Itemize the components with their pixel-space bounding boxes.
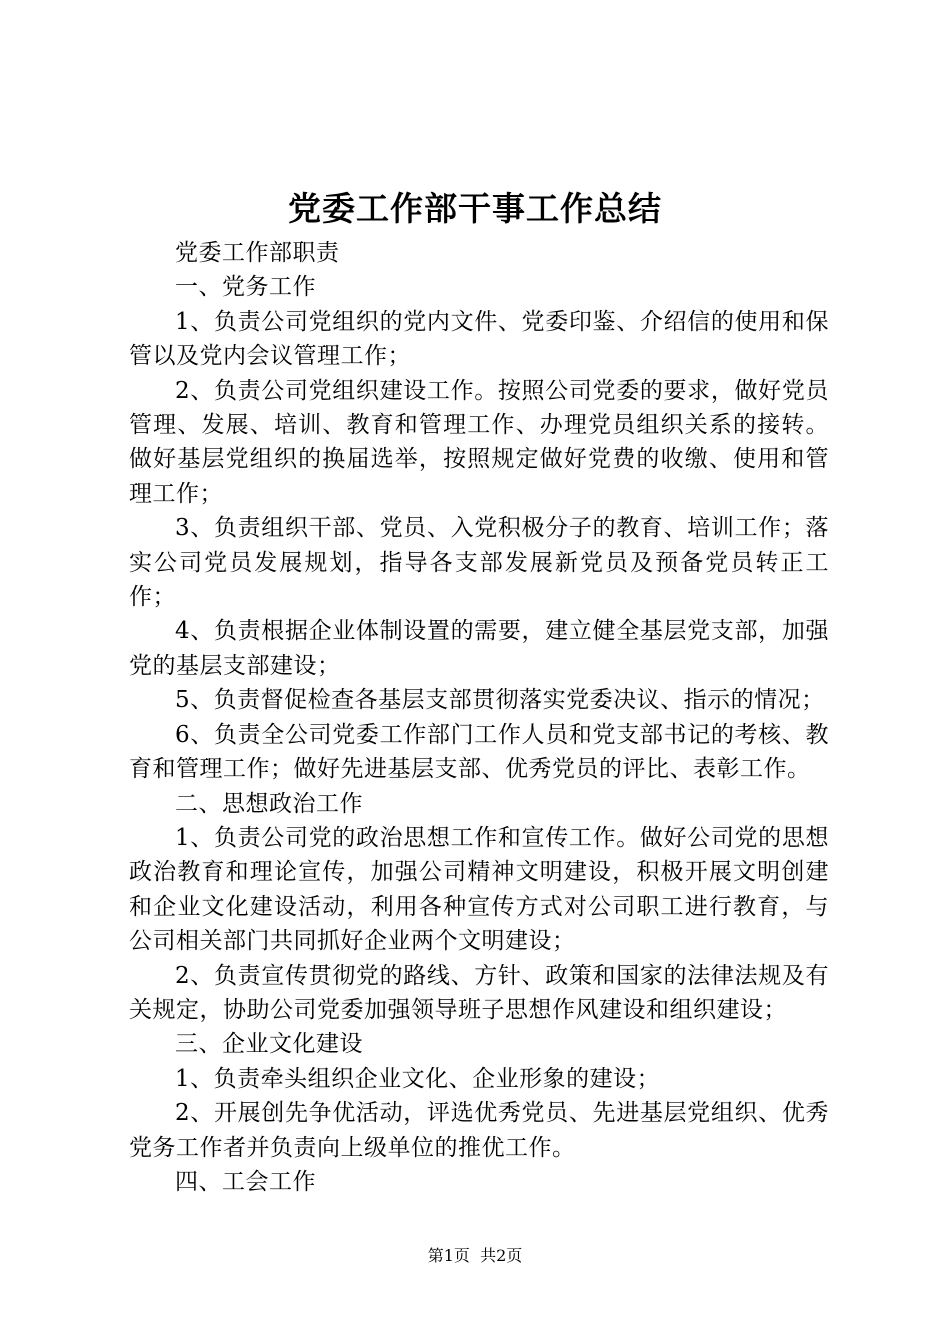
section-heading: 四、工会工作: [175, 1168, 316, 1195]
document-title: 党委工作部干事工作总结: [288, 189, 662, 228]
page-number: 第1页 共2页: [427, 1246, 523, 1265]
body-paragraph: 1、负责公司党组织的党内文件、党委印鉴、介绍信的使用和保管以及党内会议管理工作；: [129, 308, 829, 370]
body-paragraph: 2、开展创先争优活动，评选优秀党员、先进基层党组织、优秀党务工作者并负责向上级单位的推优工作。: [129, 1100, 829, 1161]
body-paragraph: 1、负责牵头组织企业文化、企业形象的建设；: [175, 1065, 661, 1092]
body-paragraph: 5、负责督促检查各基层支部贯彻落实党委决议、指示的情况；: [175, 687, 825, 714]
section-heading: 党委工作部职责: [175, 240, 340, 266]
body-paragraph: 2、负责宣传贯彻党的路线、方针、政策和国家的法律法规及有关规定，协助公司党委加强领导班子思想作风建设和组织建设；: [129, 962, 829, 1023]
page-footer: [0, 1245, 950, 1267]
body-paragraph: 4、负责根据企业体制设置的需要，建立健全基层党支部，加强党的基层支部建设；: [129, 618, 829, 679]
body-paragraph: 2、负责公司党组织建设工作。按照公司党委的要求，做好党员管理、发展、培训、教育和管理工作、办理党员组织关系的接转。做好基层党组织的换届选举，按照规定做好党费的收缴、使用和管理工作；: [129, 377, 829, 507]
section-heading: 二、思想政治工作: [175, 790, 363, 817]
body-paragraph: 1、负责公司党的政治思想工作和宣传工作。做好公司党的思想政治教育和理论宣传，加强公司精神文明建设，积极开展文明创建和企业文化建设活动，利用各种宣传方式对公司职工进行教育，与公司相关部门共同抓好企业两个文明建设；: [129, 824, 829, 955]
body-paragraph: 3、负责组织干部、党员、入党积极分子的教育、培训工作；落实公司党员发展规划，指导各支部发展新党员及预备党员转正工作；: [129, 515, 829, 611]
body-paragraph: 6、负责全公司党委工作部门工作人员和党支部书记的考核、教育和管理工作；做好先进基层支部、优秀党员的评比、表彰工作。: [129, 721, 829, 783]
section-heading: 一、党务工作: [175, 274, 316, 301]
section-heading: 三、企业文化建设: [175, 1031, 363, 1058]
document-body: [129, 236, 829, 1199]
